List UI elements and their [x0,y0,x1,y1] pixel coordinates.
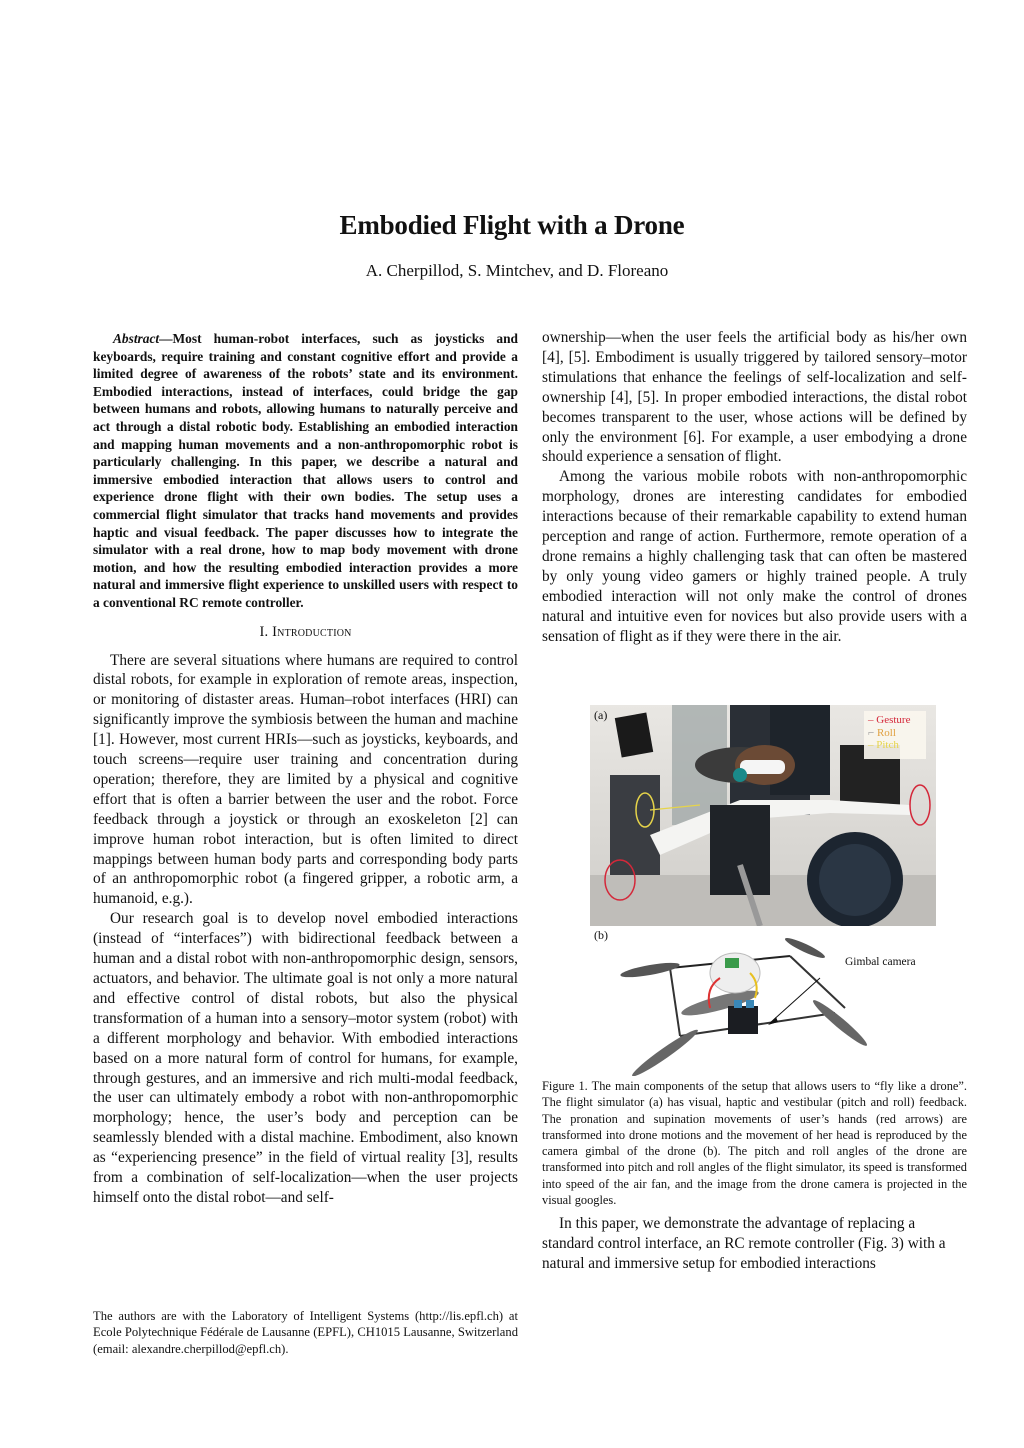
legend-label-gesture: Gesture [876,714,911,726]
section-heading-introduction: I. Introduction [259,623,352,640]
figure-1b-drone-photo [590,928,936,1076]
legend-label-roll: Roll [876,726,896,739]
figure-1a-flight-simulator-photo [590,705,936,926]
intro-paragraph-3: Among the various mobile robots with non-anthropomorphic morphology, drones are interesting candidates for embodied interactions because of their remarkable capability to extend human perception and range of action. Furthermore, remote operation of a drone remains a highly challenging task that can often be mastered by only young video gamers or highly trained people. A truly embodied interaction will not only make the control of drones natural and intuitive even for novices but also provide users with a sensation of flight as if they were there in the air. [542,468,967,645]
left-column [93,330,518,1208]
abstract-text: —Most human-robot interfaces, such as joysticks and keyboards, require training and constant cognitive effort and provide a limited degree of awareness of the robots’ state and its environment. Embodied interactions, instead of interfaces, could bridge the gap between humans and robots, allowing humans to naturally perceive and act through a distal robotic body. Establishing an embodied interaction and mapping human movements and a non-anthropomorphic robot is particularly challenging. In this paper, we describe a natural and immersive embodied interaction that allows users to control and experience drone flight with their own bodies. The setup uses a commercial flight simulator that tracks hand movements and provides haptic and visual feedback. The paper discusses how to integrate the simulator with a real drone, how to map body movement with drone motion, and how the resulting embodied interaction provides a more natural and immersive flight experience to unskilled users with respect to a conventional RC remote controller. [93,331,518,610]
right-column-bottom [542,1214,967,1274]
abstract-label: Abstract [113,331,160,346]
author-affiliation-footnote: The authors are with the Laboratory of Intelligent Systems (http://lis.epfl.ch) at Ecole Polytechnique Fédérale de Lausanne (EPFL), CH1015 Lausanne, Switzerland (email: alexandre.cherpillod@epfl.ch). [93,1309,518,1356]
paper-title: Embodied Flight with a Drone [339,210,685,240]
intro-paragraph-2: Our research goal is to develop novel embodied interactions (instead of “interfaces”) with bidirectional feedback between a human and a distal robot with non-anthropomorphic design, sensors, actuators, and behavior. The ultimate goal is not only a more natural and effective control of distal robots, but also the physical transformation of a human into a sensory–motor system (robot) with a different morphology and behavior. With embodied interactions based on a more natural form of control for humans, for example, through gestures, and an immersive and rich multi-modal feedback, the user can ultimately embody a robot with non-anthropomorphic morphology; hence, the user’s body and perception can be seamlessly blended with a distal machine. Embodiment, also known as “experiencing presence” in the field of virtual reality [3], results from a combination of self-localization—when the user projects himself onto the distal robot—and self- [93,910,518,1206]
gimbal-camera-annotation: Gimbal camera [845,956,916,968]
legend-label-pitch: Pitch [876,739,899,751]
paper-authors: A. Cherpillod, S. Mintchev, and D. Floreano [365,261,669,280]
figure-1-caption: Figure 1. The main components of the setup that allows users to “fly like a drone”. The flight simulator (a) has visual, haptic and vestibular (pitch and roll) feedback. The pronation and supination movements of user’s hands (red arrows) are transformed into drone motions and the movement of her head is reproduced by the camera gimbal of the drone (b). The pitch and roll angles of the drone are transformed into pitch and roll angles of the flight simulator, its speed is transformed into speed of the air fan, and the image from the drone camera is projected in the visual googles. [542,1079,967,1208]
legend-item-roll: ⌐ Roll [868,726,896,739]
abstract [93,330,518,612]
legend-item-pitch: – Pitch [868,739,899,751]
figure-legend [864,711,926,759]
intro-paragraph-4: In this paper, we demonstrate the advantage of replacing a standard control interface, an RC remote controller (Fig. 3) with a natural and immersive setup for embodied interactions [542,1215,946,1272]
intro-paragraph-2-continued: ownership—when the user feels the artificial body as his/her own [4], [5]. Embodiment is usually triggered by tailored sensory–motor stimulations that enhance the feelings of self-localization and self-ownership [4], [5]. In proper embodied interactions, the distal robot becomes transparent to the user, whose actions will be defined by only the environment [6]. For example, a user embodying a drone should experience a sensation of flight. [542,329,967,466]
right-column [542,328,967,647]
intro-paragraph-1: There are several situations where humans are required to control distal robots, for example in exploration of remote areas, inspection, or monitoring of distaster areas. Human–robot interfaces (HRI) can significantly improve the symbiosis between the human and machine [1]. However, most current HRIs—such as joysticks, keyboards, and touch screens—require user training and concentration during operation; therefore, they are limited by a physical and cognitive effort that is often a barrier between the user and the robot. Force feedback through a joystick or through an exoskeleton [2] can improve human robot interaction, but is often limited to direct mappings between human body parts and corresponding body parts of an anthropomorphic robot (a fingered gripper, a robotic arm, a humanoid, e.g.). [93,651,518,908]
drone-illustration [610,928,900,1076]
figure-panel-b-label: (b) [594,928,608,942]
legend-item-gesture: – Gesture [868,714,911,726]
figure-panel-a-label: (a) [594,708,608,722]
